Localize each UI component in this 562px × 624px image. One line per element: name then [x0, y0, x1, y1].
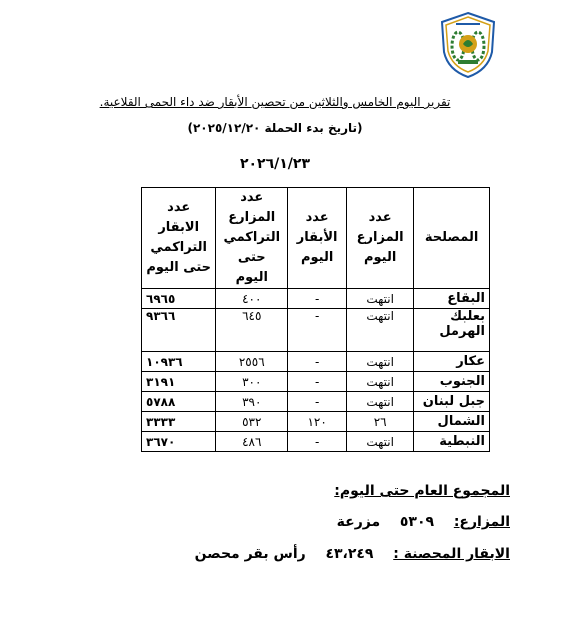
table-row: [142, 432, 490, 452]
table-row: [142, 289, 490, 309]
cell-cows-today: -: [288, 352, 347, 372]
cell-cows-cumulative: ٣٦٧٠: [142, 432, 216, 452]
table-header-row: [142, 188, 490, 289]
cell-cows-today: -: [288, 372, 347, 392]
cell-cows-cumulative: ٣١٩١: [142, 372, 216, 392]
cell-farms-cumulative: ٥٣٢: [216, 412, 288, 432]
summary-cows-unit: رأس بقر محصن: [194, 546, 306, 562]
table-row: [142, 392, 490, 412]
report-title: تقرير اليوم الخامس والثلاثين من تحصين الأبقار ضد داء الحمى القلاعية.: [99, 95, 451, 109]
summary-cows-value: ٤٣،٢٤٩: [325, 546, 374, 562]
table-row: [142, 372, 490, 392]
header-farms-cumulative: عدد المزارع التراكمي حتى اليوم: [216, 188, 288, 289]
cell-cows-cumulative: ٣٣٣٣: [142, 412, 216, 432]
campaign-start-date: (تاريخ بدء الحملة ٢٠٢٥/١٢/٢٠): [187, 121, 363, 135]
summary-farms-line: [337, 514, 510, 530]
cell-region: بعلبك الهرمل: [414, 309, 490, 352]
cell-region: عكار: [414, 352, 490, 372]
ministry-emblem-logo: [436, 10, 500, 80]
cell-cows-today: -: [288, 289, 347, 309]
cell-cows-today: -: [288, 432, 347, 452]
table-row: [142, 352, 490, 372]
report-date: ٢٠٢٦/١/٢٣: [239, 156, 311, 172]
cell-farms-cumulative: ٦٤٥: [216, 309, 288, 352]
cell-farms-today: انتهت: [347, 432, 414, 452]
summary-title: المجموع العام حتى اليوم:: [334, 483, 510, 499]
summary-cows-line: [195, 546, 510, 562]
cell-farms-today: انتهت: [347, 352, 414, 372]
cell-farms-today: انتهت: [347, 392, 414, 412]
header-farms-today: عدد المزارع اليوم: [347, 188, 414, 289]
cell-region: الشمال: [414, 412, 490, 432]
cell-farms-today: ٢٦: [347, 412, 414, 432]
cell-farms-cumulative: ٤٨٦: [216, 432, 288, 452]
cell-cows-cumulative: ٩٣٦٦: [142, 309, 216, 352]
cell-region: جبل لبنان: [414, 392, 490, 412]
header-cows-cumulative: عدد الابقار التراكمي حتى اليوم: [142, 188, 216, 289]
cell-cows-today: -: [288, 309, 347, 352]
summary-farms-value: ٥٣٠٩: [399, 514, 435, 530]
cell-farms-today: انتهت: [347, 309, 414, 352]
vaccination-table: [141, 187, 490, 452]
cell-cows-cumulative: ١٠٩٣٦: [142, 352, 216, 372]
cell-cows-cumulative: ٥٧٨٨: [142, 392, 216, 412]
header-cows-today: عدد الأبقار اليوم: [288, 188, 347, 289]
cell-farms-cumulative: ٣٠٠: [216, 372, 288, 392]
summary-farms-unit: مزرعة: [336, 514, 381, 530]
header-region: المصلحة: [414, 188, 490, 289]
cell-farms-today: انتهت: [347, 372, 414, 392]
summary-cows-label: الابقار المحصنة :: [393, 546, 510, 562]
cell-cows-today: ١٢٠: [288, 412, 347, 432]
cell-farms-cumulative: ٣٩٠: [216, 392, 288, 412]
table-row: [142, 412, 490, 432]
summary-farms-label: المزارع:: [453, 514, 510, 530]
cell-cows-today: -: [288, 392, 347, 412]
cell-region: الجنوب: [414, 372, 490, 392]
cell-farms-cumulative: ٤٠٠: [216, 289, 288, 309]
cell-region: النبطية: [414, 432, 490, 452]
cell-cows-cumulative: ٦٩٦٥: [142, 289, 216, 309]
cell-farms-cumulative: ٢٥٥٦: [216, 352, 288, 372]
cell-farms-today: انتهت: [347, 289, 414, 309]
cell-region: البقاع: [414, 289, 490, 309]
table-row: [142, 309, 490, 352]
